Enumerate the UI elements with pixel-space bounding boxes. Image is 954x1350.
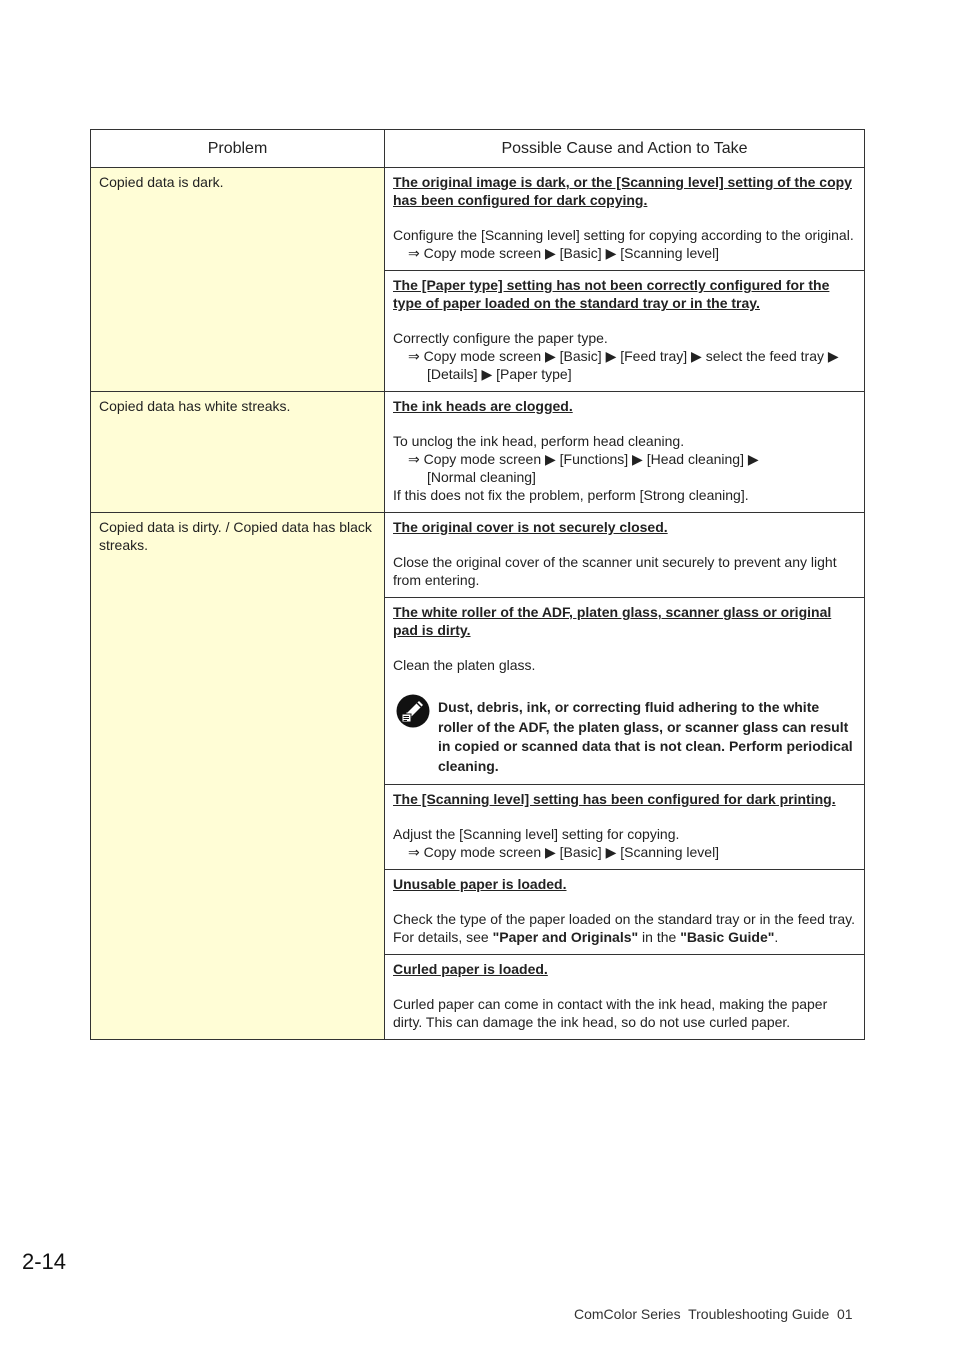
page-number: 2-14 bbox=[22, 1249, 67, 1274]
cause-text: Clean the platen glass. bbox=[393, 657, 536, 673]
cause-text-part: . bbox=[774, 929, 779, 945]
cause-text bbox=[393, 910, 856, 946]
cause-cell bbox=[385, 513, 865, 598]
cause-cell bbox=[385, 955, 865, 1040]
cause-cell bbox=[385, 271, 865, 392]
cause-title: The original image is dark, or the [Scanning level] setting of the copy has been configured for dark copying. bbox=[393, 174, 852, 208]
cause-text-part: Check the type of the paper loaded on the standard tray or in the feed tray. For details, see bbox=[393, 911, 856, 945]
cause-text: Close the original cover of the scanner unit securely to prevent any light from entering. bbox=[393, 554, 837, 588]
cause-title: Unusable paper is loaded. bbox=[393, 876, 567, 892]
cause-text: Adjust the [Scanning level] setting for copying. bbox=[393, 826, 680, 842]
note-box bbox=[393, 694, 856, 776]
menu-path-continued: [Normal cleaning] bbox=[427, 469, 536, 485]
table-header-row bbox=[91, 130, 865, 168]
cause-extra-text: If this does not fix the problem, perform [Strong cleaning]. bbox=[393, 487, 749, 503]
problem-cell: Copied data is dirty. / Copied data has black streaks. bbox=[91, 513, 385, 1040]
cause-text: To unclog the ink head, perform head cleaning. bbox=[393, 433, 685, 449]
table-row bbox=[91, 392, 865, 513]
cause-cell bbox=[385, 392, 865, 513]
header-problem: Problem bbox=[91, 130, 385, 168]
pencil-note-icon bbox=[396, 694, 430, 728]
footer-text: ComColor Series Troubleshooting Guide 01 bbox=[574, 1306, 853, 1322]
cause-cell bbox=[385, 168, 865, 271]
table-row bbox=[91, 168, 865, 271]
cause-title: The ink heads are clogged. bbox=[393, 398, 573, 414]
cause-cell bbox=[385, 598, 865, 785]
menu-path: ⇒ Copy mode screen ▶ [Basic] ▶ [Scanning level] bbox=[408, 245, 720, 261]
cause-title: The [Paper type] setting has not been correctly configured for the type of paper loaded on the standard tray or in the tray. bbox=[393, 277, 830, 311]
problem-cell: Copied data has white streaks. bbox=[91, 392, 385, 513]
menu-path: ⇒ Copy mode screen ▶ [Basic] ▶ [Feed tray] ▶ select the feed tray ▶ bbox=[408, 348, 839, 364]
table-row bbox=[91, 513, 865, 598]
cause-text: Correctly configure the paper type. bbox=[393, 330, 608, 346]
menu-path-continued: [Details] ▶ [Paper type] bbox=[427, 366, 572, 382]
note-text: Dust, debris, ink, or correcting fluid adhering to the white roller of the ADF, the platen glass, or scanner glass can result in copied or scanned data that is not clean. Perform periodical cleaning. bbox=[438, 699, 853, 774]
cause-cell bbox=[385, 785, 865, 870]
problem-cell: Copied data is dark. bbox=[91, 168, 385, 392]
cause-text-part: in the bbox=[638, 929, 681, 945]
reference-paper-originals: "Paper and Originals" bbox=[492, 929, 639, 945]
cause-text: Configure the [Scanning level] setting for copying according to the original. bbox=[393, 227, 854, 243]
troubleshooting-table bbox=[90, 129, 865, 1040]
cause-title: The [Scanning level] setting has been configured for dark printing. bbox=[393, 791, 836, 807]
cause-title: The white roller of the ADF, platen glass, scanner glass or original pad is dirty. bbox=[393, 604, 832, 638]
menu-path: ⇒ Copy mode screen ▶ [Functions] ▶ [Head cleaning] ▶ bbox=[408, 451, 759, 467]
cause-text: Curled paper can come in contact with the ink head, making the paper dirty. This can damage the ink head, so do not use curled paper. bbox=[393, 996, 828, 1030]
reference-basic-guide: "Basic Guide" bbox=[680, 929, 775, 945]
cause-cell bbox=[385, 870, 865, 955]
cause-title: Curled paper is loaded. bbox=[393, 961, 548, 977]
menu-path: ⇒ Copy mode screen ▶ [Basic] ▶ [Scanning level] bbox=[408, 844, 720, 860]
cause-title: The original cover is not securely closed. bbox=[393, 519, 668, 535]
header-cause: Possible Cause and Action to Take bbox=[385, 130, 865, 168]
